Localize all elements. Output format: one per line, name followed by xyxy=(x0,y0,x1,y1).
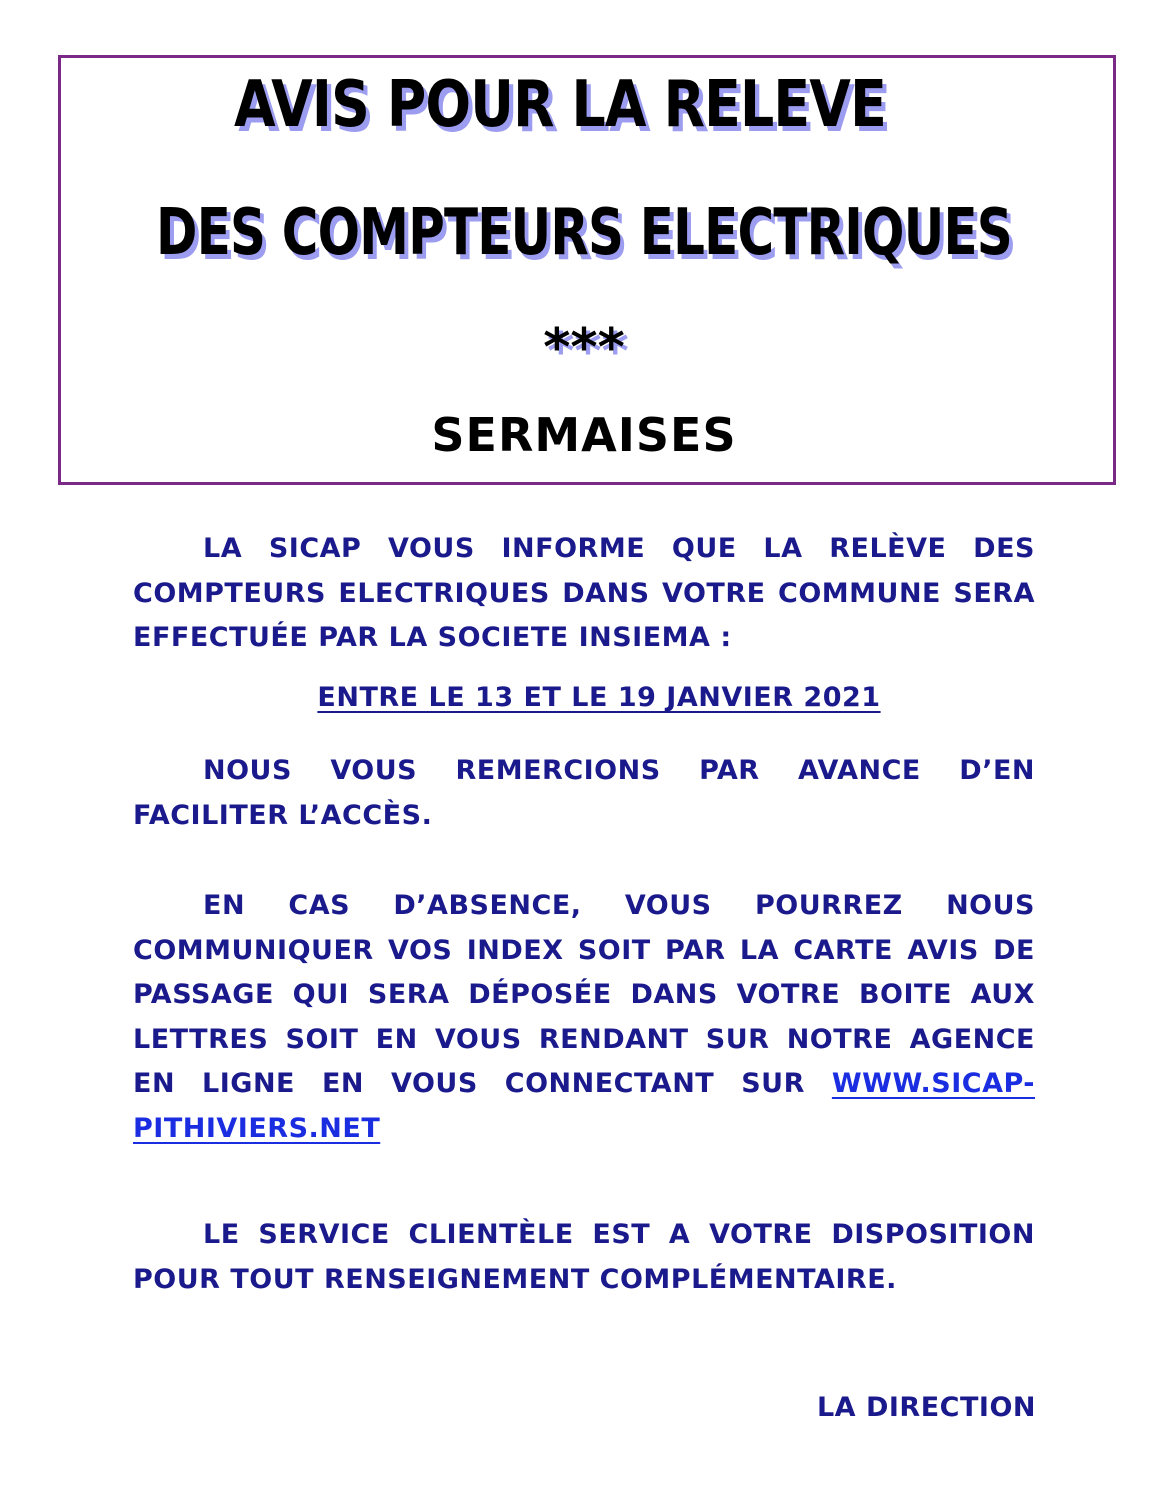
date-range-text: ENTRE LE 13 ET LE 19 JANVIER 2021 xyxy=(317,682,881,713)
thanks-paragraph: NOUS VOUS REMERCIONS PAR AVANCE D’EN FACILITER L’ACCÈS. xyxy=(133,755,1035,831)
title-line-1: AVIS POUR LA RELEVE xyxy=(234,68,886,142)
title-line-2: DES COMPTEURS ELECTRIQUES xyxy=(156,196,1012,270)
absence-paragraph-text: EN CAS D’ABSENCE, VOUS POURREZ NOUS COMMUNIQUER VOS INDEX SOIT PAR LA CARTE AVIS DE PASSAGE QUI SERA DÉPOSÉE DANS VOTRE BOITE AUX LETTRES SOIT EN VOUS RENDANT SUR NOTRE AGENCE EN LIGNE EN VOUS CONNECTANT SUR xyxy=(133,890,1035,1099)
date-range-line xyxy=(0,682,1168,713)
signature: LA DIRECTION xyxy=(816,1392,1036,1423)
absence-paragraph xyxy=(133,884,1035,1151)
website-link[interactable]: WWW.SICAP-PITHIVIERS.NET xyxy=(133,1068,1035,1144)
town-name: SERMAISES xyxy=(431,408,737,462)
customer-service-paragraph: LE SERVICE CLIENTÈLE EST A VOTRE DISPOSITION POUR TOUT RENSEIGNEMENT COMPLÉMENTAIRE. xyxy=(133,1219,1035,1295)
title-separator: *** xyxy=(543,318,625,378)
intro-paragraph: LA SICAP VOUS INFORME QUE LA RELÈVE DES COMPTEURS ELECTRIQUES DANS VOTRE COMMUNE SERA EFFECTUÉE PAR LA SOCIETE INSIEMA : xyxy=(133,533,1035,653)
